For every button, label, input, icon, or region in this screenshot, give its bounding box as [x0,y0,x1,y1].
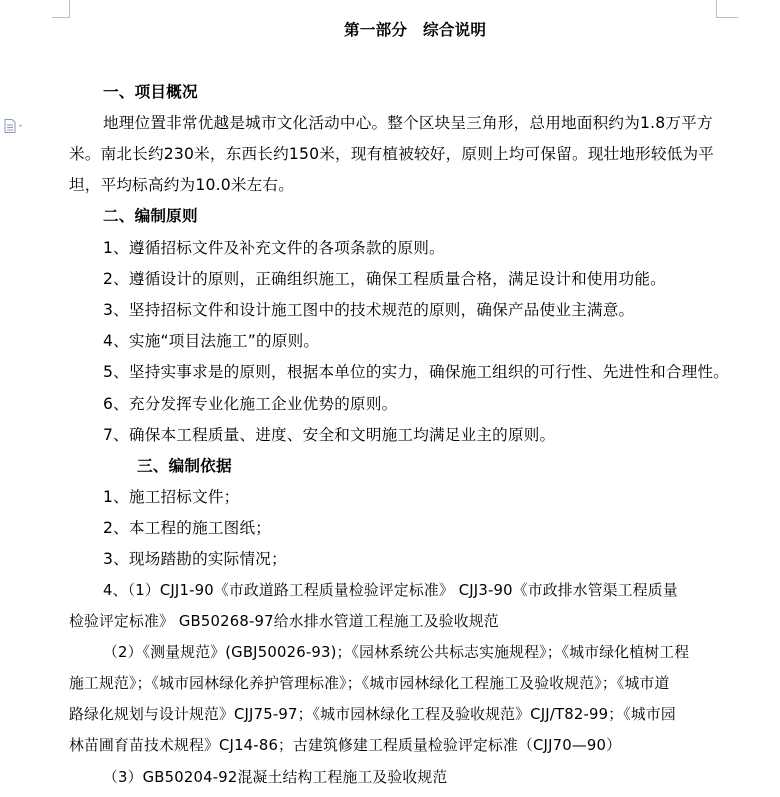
section-heading-basis: 三、编制依据 [137,457,232,475]
crop-mark-top-right-vertical [716,0,717,17]
list-item: 路绿化规划与设计规范》CJJ75-97；《城市园林绿化工程及验收规范》CJJ/T82-99；《城市园 [69,706,676,723]
section-heading-overview: 一、项目概况 [103,83,198,101]
page-title: 第一部分 综合说明 [344,21,487,39]
list-item: 检验评定标准》 GB50268-97给水排水管道工程施工及验收规范 [69,613,499,630]
list-item: 7、确保本工程质量、进度、安全和文明施工均满足业主的原则。 [103,426,556,444]
list-item: 林苗圃育苗技术规程》CJ14-86；古建筑修建工程质量检验评定标准（CJJ70—90） [69,737,622,754]
list-item: 1、遵循招标文件及补充文件的各项条款的原则。 [103,239,445,257]
paragraph-line: 米。南北长约230米，东西长约150米，现有植被较好，原则上均可保留。现壮地形较低为平 [69,145,715,163]
list-item: （3）GB50204-92混凝土结构工程施工及验收规范 [103,769,448,786]
list-item: （2）《测量规范》(GBJ50026-93)；《园林系统公共标志实施规程》；《城市绿化植树工程 [103,644,690,661]
list-item: 6、充分发挥专业化施工企业优势的原则。 [103,395,398,413]
list-item: 施工规范》；《城市园林绿化养护管理标准》；《城市园林绿化工程施工及验收规范》；《城市道 [69,675,670,692]
list-item: 5、坚持实事求是的原则，根据本单位的实力，确保施工组织的可行性、先进性和合理性。 [103,363,730,381]
list-item: 3、坚持招标文件和设计施工图中的技术规范的原则，确保产品使业主满意。 [103,301,635,319]
document-icon[interactable] [4,118,26,132]
section-heading-principles: 二、编制原则 [103,207,198,225]
paragraph-line: 坦，平均标高约为10.0米左右。 [69,176,295,194]
list-item: 2、遵循设计的原则，正确组织施工，确保工程质量合格，满足设计和使用功能。 [103,270,666,288]
list-item: 1、施工招标文件； [103,488,240,506]
crop-mark-top-left-horizontal [52,17,70,18]
crop-mark-top-right-horizontal [716,17,738,18]
list-item: 4、（1）CJJ1-90《市政道路工程质量检验评定标准》 CJJ3-90《市政排水管渠工程质量 [103,582,678,599]
paragraph-line: 地理位置非常优越是城市文化活动中心。整个区块呈三角形，总用地面积约为1.8万平方 [103,114,713,132]
crop-mark-top-left-vertical [69,0,70,17]
list-item: 2、本工程的施工图纸； [103,519,272,537]
list-item: 4、实施“项目法施工”的原则。 [103,332,320,350]
list-item: 3、现场踏勘的实际情况； [103,550,287,568]
